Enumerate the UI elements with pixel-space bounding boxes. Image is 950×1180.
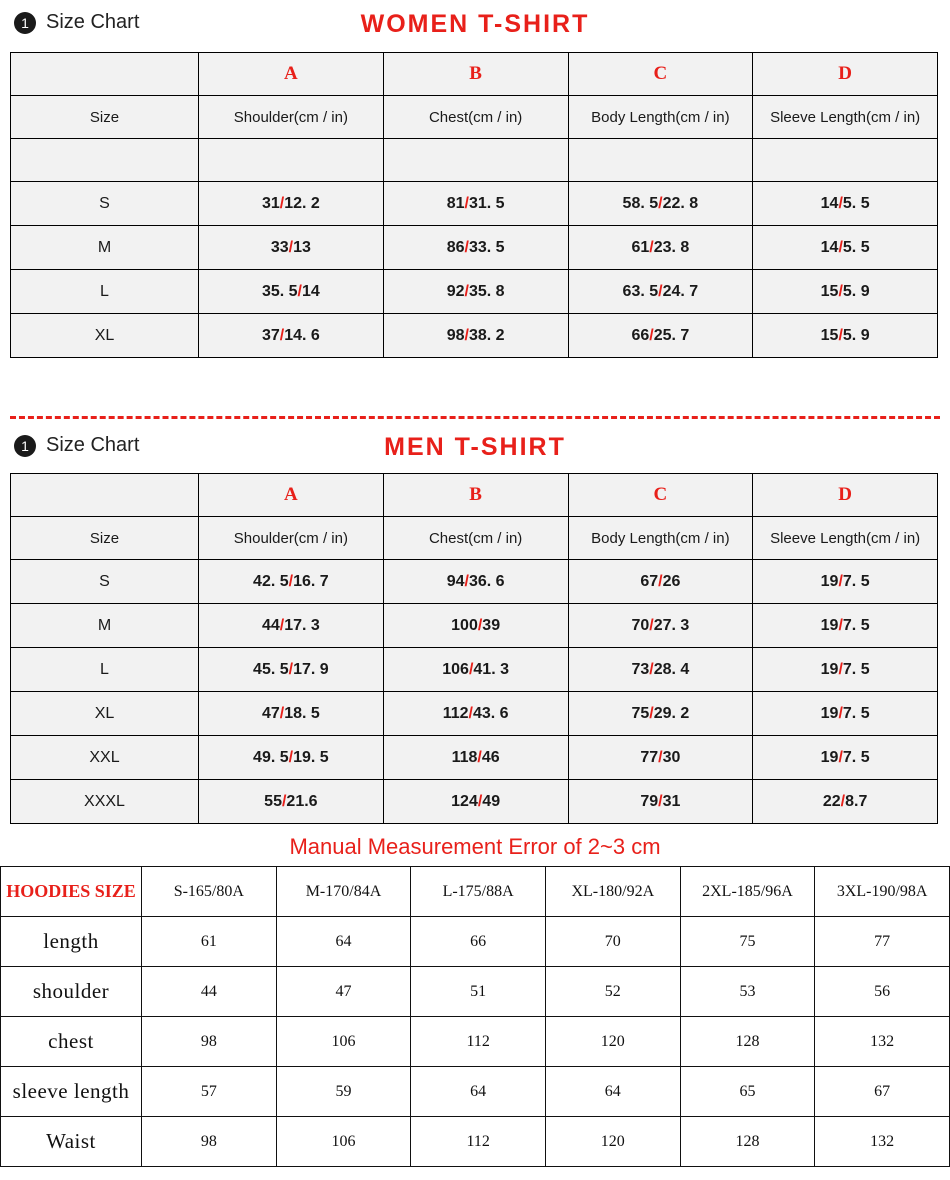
hoodies-col-xl: XL-180/92A — [545, 867, 680, 917]
men-chest-cell: 100/39 — [383, 604, 568, 648]
women-letter-blank — [11, 53, 199, 96]
women-size-cell: XL — [11, 314, 199, 358]
women-size-cell: L — [11, 270, 199, 314]
women-step-badge: 1 — [14, 12, 36, 34]
women-chest-cell — [383, 139, 568, 182]
women-shoulder-cell: 35. 5/14 — [199, 270, 384, 314]
hoodies-row-label: Waist — [1, 1117, 142, 1167]
hoodies-cell: 112 — [411, 1117, 546, 1167]
hoodies-cell: 65 — [680, 1067, 815, 1117]
table-row — [1, 917, 950, 967]
men-size-cell: XL — [11, 692, 199, 736]
women-col-sleeve-length: Sleeve Length(cm / in) — [753, 96, 938, 139]
hoodies-cell: 52 — [545, 967, 680, 1017]
women-col-shoulder: Shoulder(cm / in) — [199, 96, 384, 139]
table-row — [1, 1117, 950, 1167]
hoodies-cell: 77 — [815, 917, 950, 967]
men-size-cell: L — [11, 648, 199, 692]
women-shoulder-cell: 37/14. 6 — [199, 314, 384, 358]
hoodies-row-label: shoulder — [1, 967, 142, 1017]
women-chest-cell: 92/35. 8 — [383, 270, 568, 314]
men-letter-row — [11, 474, 938, 517]
women-length-cell: 63. 5/24. 7 — [568, 270, 753, 314]
women-col-size: Size — [11, 96, 199, 139]
men-letter-a: A — [199, 474, 384, 517]
men-chart-title: MEN T-SHIRT — [384, 433, 566, 461]
hoodies-row-label: sleeve length — [1, 1067, 142, 1117]
table-row — [11, 139, 938, 182]
men-letter-d: D — [753, 474, 938, 517]
men-sleeve-cell: 19/7. 5 — [753, 604, 938, 648]
men-header-row — [11, 517, 938, 560]
women-length-cell: 66/25. 7 — [568, 314, 753, 358]
men-sleeve-cell: 19/7. 5 — [753, 560, 938, 604]
hoodies-cell: 67 — [815, 1067, 950, 1117]
women-letter-c: C — [568, 53, 753, 96]
women-chart-title: WOMEN T-SHIRT — [360, 10, 590, 38]
hoodies-cell: 64 — [276, 917, 411, 967]
table-row — [1, 1067, 950, 1117]
women-length-cell: 61/23. 8 — [568, 226, 753, 270]
women-chest-cell: 86/33. 5 — [383, 226, 568, 270]
men-length-cell: 79/31 — [568, 780, 753, 824]
men-size-cell: S — [11, 560, 199, 604]
women-col-body-length: Body Length(cm / in) — [568, 96, 753, 139]
hoodies-cell: 57 — [142, 1067, 277, 1117]
men-size-table — [10, 473, 938, 824]
hoodies-col-2xl: 2XL-185/96A — [680, 867, 815, 917]
women-shoulder-cell — [199, 139, 384, 182]
hoodies-cell: 128 — [680, 1117, 815, 1167]
hoodies-cell: 132 — [815, 1017, 950, 1067]
hoodies-col-s: S-165/80A — [142, 867, 277, 917]
men-chest-cell: 118/46 — [383, 736, 568, 780]
women-letter-a: A — [199, 53, 384, 96]
women-header-row — [11, 96, 938, 139]
women-col-chest: Chest(cm / in) — [383, 96, 568, 139]
hoodies-cell: 128 — [680, 1017, 815, 1067]
hoodies-cell: 98 — [142, 1117, 277, 1167]
table-row — [11, 780, 938, 824]
men-length-cell: 75/29. 2 — [568, 692, 753, 736]
men-col-size: Size — [11, 517, 199, 560]
hoodies-cell: 132 — [815, 1117, 950, 1167]
men-length-cell: 70/27. 3 — [568, 604, 753, 648]
men-shoulder-cell: 42. 5/16. 7 — [199, 560, 384, 604]
men-letter-c: C — [568, 474, 753, 517]
hoodies-cell: 98 — [142, 1017, 277, 1067]
women-chest-cell: 98/38. 2 — [383, 314, 568, 358]
women-sleeve-cell: 14/5. 5 — [753, 226, 938, 270]
hoodies-col-l: L-175/88A — [411, 867, 546, 917]
women-length-cell — [568, 139, 753, 182]
manual-measurement-note: Manual Measurement Error of 2~3 cm — [289, 834, 661, 859]
hoodies-size-table — [0, 866, 950, 1167]
men-col-sleeve-length: Sleeve Length(cm / in) — [753, 517, 938, 560]
hoodies-row-label: chest — [1, 1017, 142, 1067]
women-chest-cell: 81/31. 5 — [383, 182, 568, 226]
men-sleeve-cell: 19/7. 5 — [753, 692, 938, 736]
men-shoulder-cell: 45. 5/17. 9 — [199, 648, 384, 692]
women-size-table — [10, 52, 938, 358]
men-shoulder-cell: 47/18. 5 — [199, 692, 384, 736]
men-length-cell: 67/26 — [568, 560, 753, 604]
women-shoulder-cell: 33/13 — [199, 226, 384, 270]
hoodies-header-row — [1, 867, 950, 917]
hoodies-col-m: M-170/84A — [276, 867, 411, 917]
men-sleeve-cell: 22/8.7 — [753, 780, 938, 824]
hoodies-cell: 47 — [276, 967, 411, 1017]
table-row — [11, 560, 938, 604]
men-letter-blank — [11, 474, 199, 517]
men-col-chest: Chest(cm / in) — [383, 517, 568, 560]
hoodies-cell: 70 — [545, 917, 680, 967]
men-chest-cell: 94/36. 6 — [383, 560, 568, 604]
women-size-chart-label: Size Chart — [46, 11, 140, 33]
table-row — [1, 1017, 950, 1067]
hoodies-cell: 112 — [411, 1017, 546, 1067]
hoodies-col-3xl: 3XL-190/98A — [815, 867, 950, 917]
women-sleeve-cell — [753, 139, 938, 182]
men-length-cell: 77/30 — [568, 736, 753, 780]
hoodies-cell: 61 — [142, 917, 277, 967]
table-row — [11, 182, 938, 226]
men-chest-cell: 112/43. 6 — [383, 692, 568, 736]
women-size-cell: M — [11, 226, 199, 270]
hoodies-cell: 64 — [545, 1067, 680, 1117]
hoodies-cell: 53 — [680, 967, 815, 1017]
table-row — [11, 314, 938, 358]
women-letter-row — [11, 53, 938, 96]
table-row — [11, 270, 938, 314]
hoodies-cell: 106 — [276, 1017, 411, 1067]
men-sleeve-cell: 19/7. 5 — [753, 736, 938, 780]
men-section-header — [0, 425, 950, 473]
table-row — [11, 648, 938, 692]
hoodies-cell: 120 — [545, 1017, 680, 1067]
men-size-cell: XXL — [11, 736, 199, 780]
women-sleeve-cell: 15/5. 9 — [753, 314, 938, 358]
women-shoulder-cell: 31/12. 2 — [199, 182, 384, 226]
men-shoulder-cell: 55/21.6 — [199, 780, 384, 824]
women-sleeve-cell: 15/5. 9 — [753, 270, 938, 314]
women-letter-d: D — [753, 53, 938, 96]
men-shoulder-cell: 49. 5/19. 5 — [199, 736, 384, 780]
men-size-cell: M — [11, 604, 199, 648]
men-size-cell: XXXL — [11, 780, 199, 824]
men-letter-b: B — [383, 474, 568, 517]
men-step-badge: 1 — [14, 435, 36, 457]
hoodies-cell: 51 — [411, 967, 546, 1017]
hoodies-cell: 44 — [142, 967, 277, 1017]
men-chest-cell: 106/41. 3 — [383, 648, 568, 692]
hoodies-row-label: length — [1, 917, 142, 967]
hoodies-cell: 75 — [680, 917, 815, 967]
hoodies-cell: 120 — [545, 1117, 680, 1167]
section-divider — [10, 416, 940, 419]
men-col-body-length: Body Length(cm / in) — [568, 517, 753, 560]
hoodies-cell: 56 — [815, 967, 950, 1017]
women-length-cell: 58. 5/22. 8 — [568, 182, 753, 226]
table-row — [11, 692, 938, 736]
hoodies-cell: 66 — [411, 917, 546, 967]
hoodies-cell: 64 — [411, 1067, 546, 1117]
hoodies-size-label: HOODIES SIZE — [1, 867, 142, 917]
men-chest-cell: 124/49 — [383, 780, 568, 824]
women-section-header — [0, 0, 950, 52]
table-row — [11, 604, 938, 648]
women-size-cell: S — [11, 182, 199, 226]
men-sleeve-cell: 19/7. 5 — [753, 648, 938, 692]
men-length-cell: 73/28. 4 — [568, 648, 753, 692]
hoodies-cell: 59 — [276, 1067, 411, 1117]
table-row — [11, 226, 938, 270]
hoodies-cell: 106 — [276, 1117, 411, 1167]
table-row — [1, 967, 950, 1017]
men-size-chart-label: Size Chart — [46, 434, 140, 456]
men-col-shoulder: Shoulder(cm / in) — [199, 517, 384, 560]
table-row — [11, 736, 938, 780]
women-sleeve-cell: 14/5. 5 — [753, 182, 938, 226]
women-letter-b: B — [383, 53, 568, 96]
women-size-cell — [11, 139, 199, 182]
men-shoulder-cell: 44/17. 3 — [199, 604, 384, 648]
